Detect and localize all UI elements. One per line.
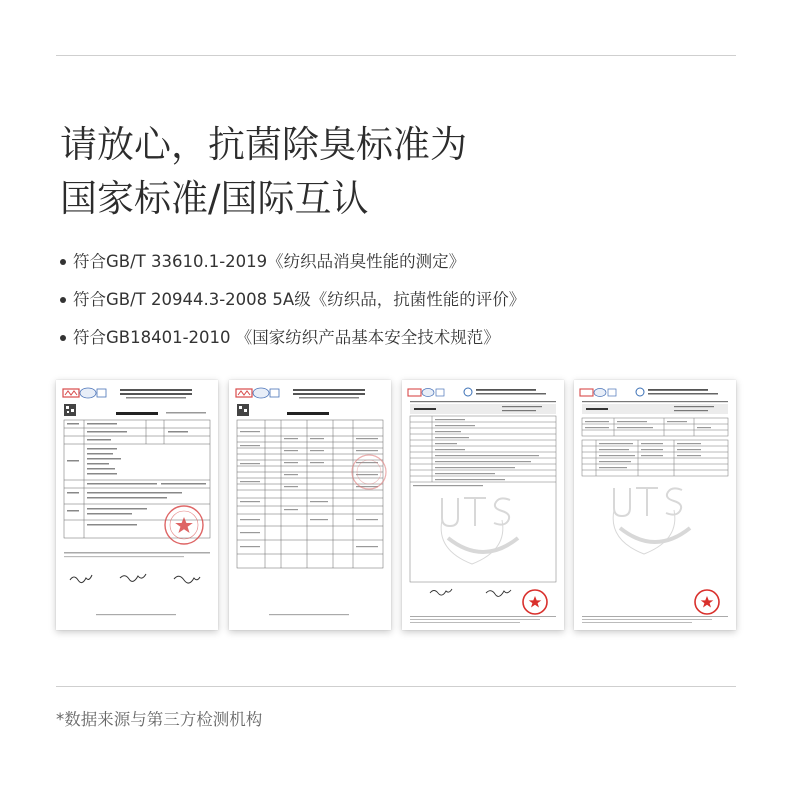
test-report-1 [56, 380, 218, 630]
standard-item [60, 288, 525, 326]
page-title [60, 118, 467, 226]
standard-item [60, 326, 525, 364]
signatures [70, 574, 200, 583]
test-report-gallery [56, 380, 736, 632]
bullet-icon [60, 297, 66, 303]
red-stamp [523, 590, 547, 614]
qr-code [237, 404, 249, 416]
test-report-2 [229, 380, 391, 630]
cma-cnas-logo [580, 389, 616, 397]
qr-code [64, 404, 76, 416]
bottom-divider [56, 686, 736, 687]
standards-list [60, 250, 525, 364]
report-4-image [574, 380, 736, 630]
standard-text: 符合GB18401-2010 《国家纺织产品基本安全技术规范》 [73, 328, 500, 347]
report-3-image [402, 380, 564, 630]
title-line-1: 请放心，抗菌除臭标准为 [60, 123, 467, 166]
red-stamp [695, 590, 719, 614]
cma-cnas-logo [408, 389, 444, 397]
report-2-image [229, 380, 391, 630]
title-line-2: 国家标准/国际互认 [60, 177, 369, 220]
standard-text: 符合GB/T 33610.1-2019《纺织品消臭性能的测定》 [73, 252, 466, 271]
standard-text: 符合GB/T 20944.3-2008 5A级《纺织品，抗菌性能的评价》 [73, 290, 526, 309]
test-report-4 [574, 380, 736, 630]
data-source-footnote: *数据来源与第三方检测机构 [56, 710, 263, 729]
top-divider [56, 55, 736, 56]
report-1-image [56, 380, 218, 630]
standard-item [60, 250, 525, 288]
bullet-icon [60, 259, 66, 265]
signatures [430, 589, 511, 596]
bullet-icon [60, 335, 66, 341]
test-report-3 [402, 380, 564, 630]
cma-cnas-logo [63, 388, 106, 398]
red-stamp [165, 506, 203, 544]
cma-cnas-logo [236, 388, 279, 398]
uts-watermark [441, 498, 518, 564]
uts-watermark [613, 488, 690, 554]
